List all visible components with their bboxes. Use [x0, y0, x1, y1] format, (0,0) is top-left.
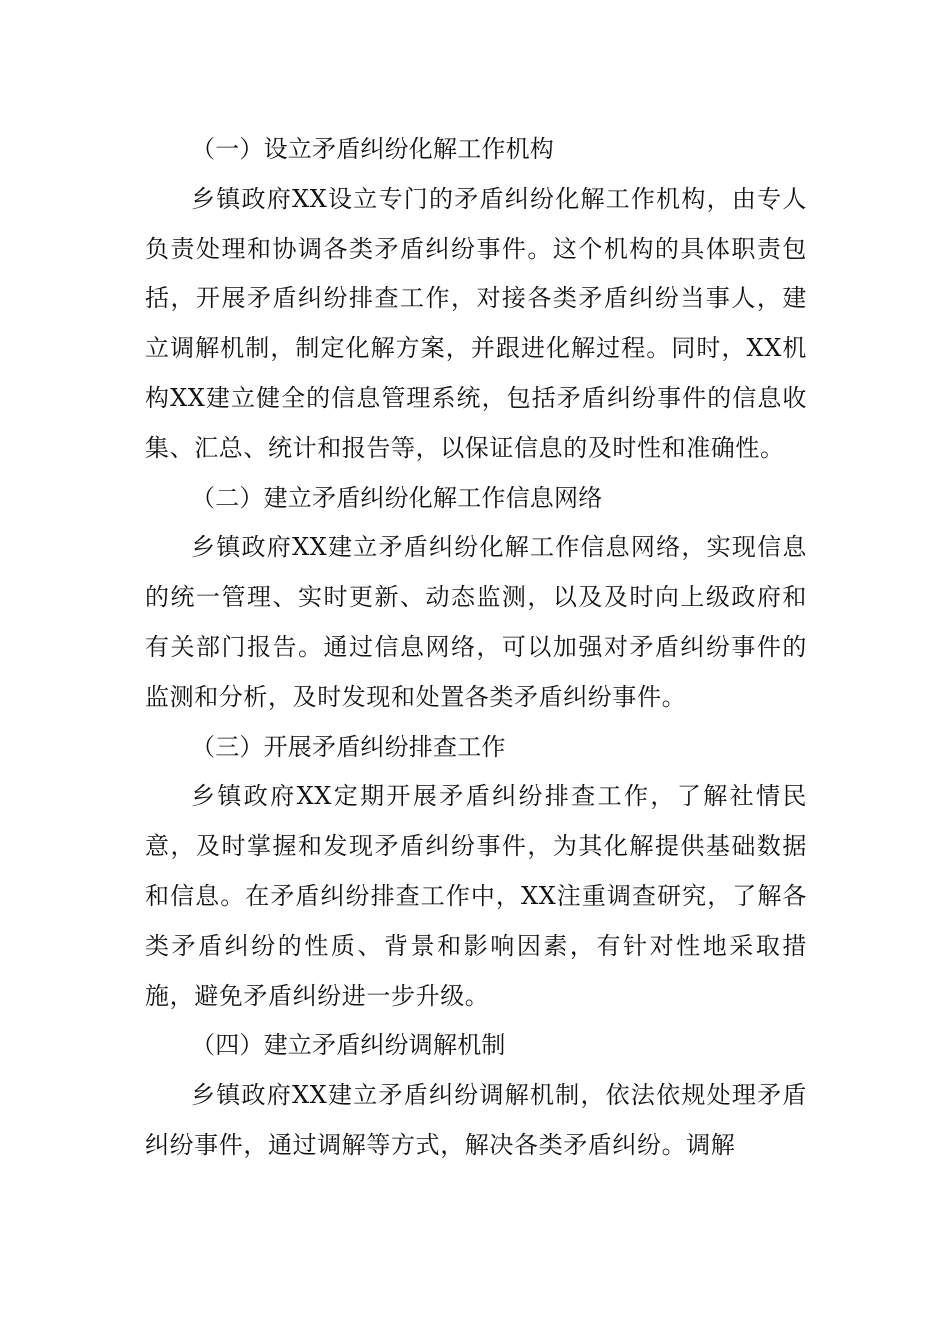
section-heading-4: （四）建立矛盾纠纷调解机制	[191, 1031, 506, 1060]
document-body	[145, 125, 807, 1171]
section-heading-3: （三）开展矛盾纠纷排查工作	[191, 732, 506, 761]
section-paragraph-3: 乡镇政府XX定期开展矛盾纠纷排查工作，了解社情民意，及时掌握和发现矛盾纠纷事件，为其化解提供基础数据和信息。在矛盾纠纷排查工作中，XX注重调查研究，了解各类矛盾纠纷的性质、背景和影响因素，有针对性地采取措施，避免矛盾纠纷进一步升级。	[145, 782, 807, 1010]
section-paragraph-1: 乡镇政府XX设立专门的矛盾纠纷化解工作机构，由专人负责处理和协调各类矛盾纠纷事件。这个机构的具体职责包括，开展矛盾纠纷排查工作，对接各类矛盾纠纷当事人，建立调解机制，制定化解方案，并跟进化解过程。同时，XX机构XX建立健全的信息管理系统，包括矛盾纠纷事件的信息收集、汇总、统计和报告等，以保证信息的及时性和准确性。	[145, 184, 807, 462]
section-heading-2: （二）建立矛盾纠纷化解工作信息网络	[191, 483, 603, 512]
section-paragraph-2: 乡镇政府XX建立矛盾纠纷化解工作信息网络，实现信息的统一管理、实时更新、动态监测，以及及时向上级政府和有关部门报告。通过信息网络，可以加强对矛盾纠纷事件的监测和分析，及时发现和处置各类矛盾纠纷事件。	[145, 533, 807, 711]
section-paragraph-4: 乡镇政府XX建立矛盾纠纷调解机制，依法依规处理矛盾纠纷事件，通过调解等方式，解决各类矛盾纠纷。调解	[145, 1081, 807, 1159]
section-heading-1: （一）设立矛盾纠纷化解工作机构	[191, 135, 554, 163]
